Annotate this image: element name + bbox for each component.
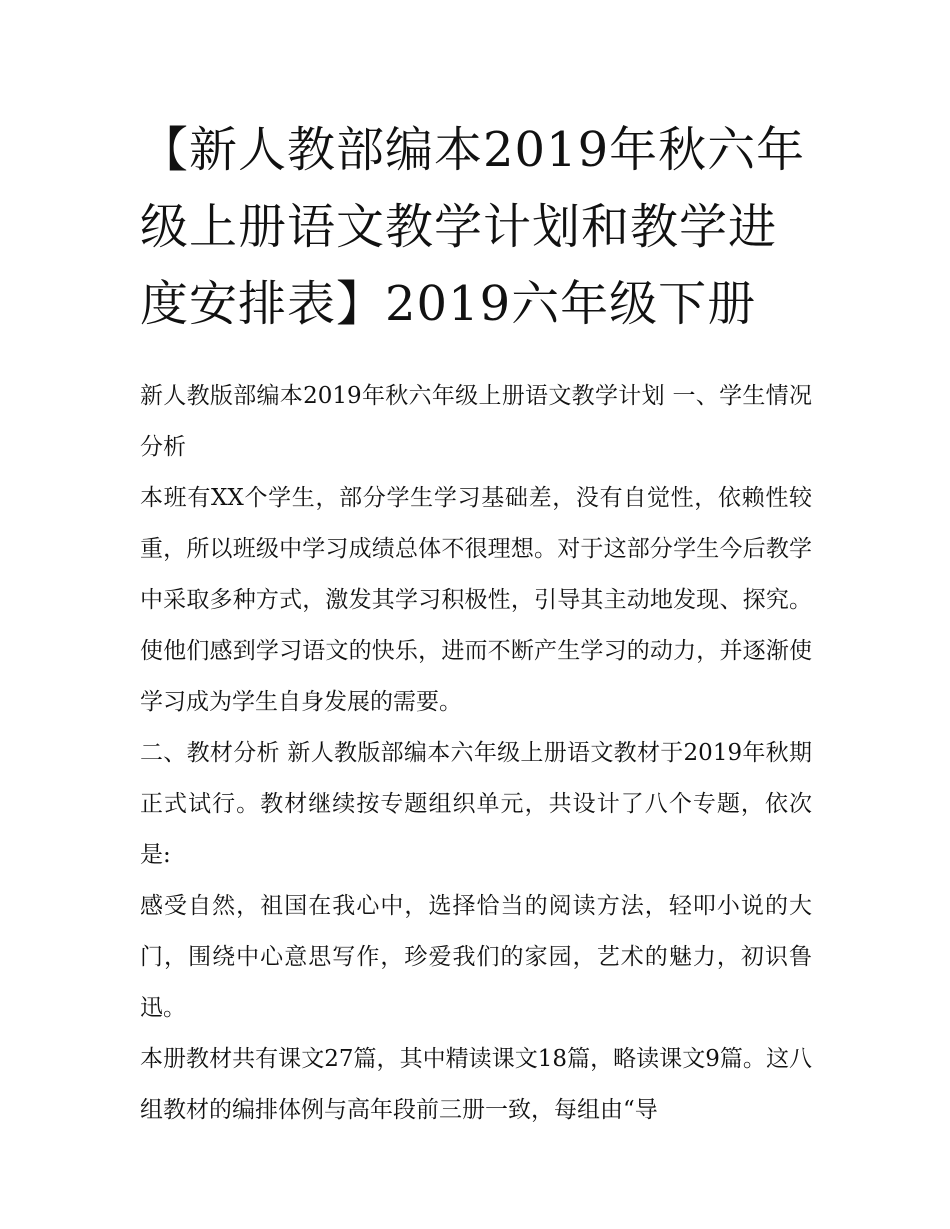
document-body <box>140 371 812 1136</box>
paragraph-student-analysis: 本班有XX个学生，部分学生学习基础差，没有自觉性，依赖性较重，所以班级中学习成绩总体不很理想。对于这部分学生今后教学中采取多种方式，激发其学习积极性，引导其主动地发现、探究。使他们感到学习语文的快乐，进而不断产生学习的动力，并逐渐使学习成为学生自身发展的需要。 <box>140 485 812 715</box>
paragraph-intro: 新人教版部编本2019年秋六年级上册语文教学计划 一、学生情况分析 <box>140 383 812 460</box>
document-title: 【新人教部编本2019年秋六年级上册语文教学计划和教学进度安排表】2019六年级下册 <box>140 122 806 332</box>
paragraph-textbook-analysis: 二、教材分析 新人教版部编本六年级上册语文教材于2019年秋期正式试行。教材继续按专题组织单元，共设计了八个专题，依次是: <box>140 740 812 868</box>
paragraph-lesson-count: 本册教材共有课文27篇，其中精读课文18篇，略读课文9篇。这八组教材的编排体例与高年段前三册一致，每组由“导 <box>140 1046 812 1123</box>
document-page <box>140 112 812 1136</box>
paragraph-topics: 感受自然，祖国在我心中，选择恰当的阅读方法，轻叩小说的大门，围绕中心意思写作，珍爱我们的家园，艺术的魅力，初识鲁迅。 <box>140 893 812 1021</box>
